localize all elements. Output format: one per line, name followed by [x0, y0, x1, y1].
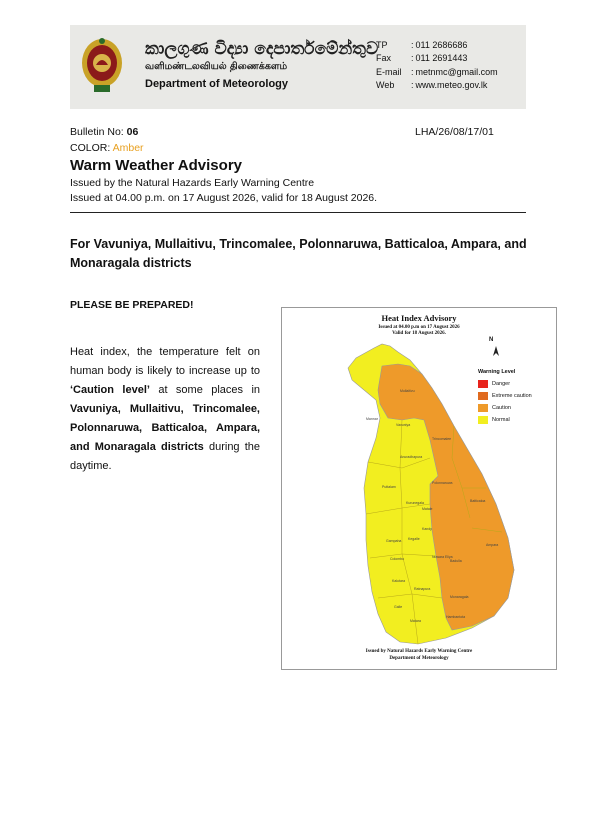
- svg-text:Anuradhapura: Anuradhapura: [400, 455, 423, 459]
- bulletin-reference: LHA/26/08/17/01: [415, 126, 494, 138]
- districts-heading: For Vavuniya, Mullaitivu, Trincomalee, Polonnaruwa, Batticaloa, Ampara, and Monaragala districts: [70, 237, 527, 270]
- svg-text:Colombo: Colombo: [390, 557, 405, 561]
- contact-row-tp: TP : 011 2686686: [376, 40, 468, 50]
- map-issued: Issued at 04.00 p.m on 17 August 2026: [378, 325, 460, 330]
- legend-item-danger: Danger: [478, 380, 532, 388]
- legend-swatch: [478, 392, 488, 400]
- svg-text:Kegalle: Kegalle: [408, 537, 420, 541]
- divider: [70, 212, 526, 213]
- map-valid: Valid for 18 August 2026.: [392, 331, 446, 336]
- heat-index-map: [281, 307, 557, 670]
- legend-swatch: [478, 380, 488, 388]
- svg-text:Matara: Matara: [410, 619, 421, 623]
- svg-text:Kurunegala: Kurunegala: [406, 501, 424, 505]
- map-footer-department: Department of Meteorology: [389, 656, 449, 661]
- svg-text:Gampaha: Gampaha: [386, 539, 402, 543]
- svg-text:Puttalam: Puttalam: [382, 485, 396, 489]
- sri-lanka-map: [282, 308, 556, 669]
- legend-item-caution: Caution: [478, 404, 532, 412]
- svg-text:Badulla: Badulla: [450, 559, 462, 563]
- department-name-english: Department of Meteorology: [145, 78, 289, 90]
- map-legend: [478, 369, 532, 428]
- svg-text:Monaragala: Monaragala: [450, 595, 469, 599]
- bulletin-number: Bulletin No: 06: [70, 126, 139, 138]
- advisory-title: Warm Weather Advisory: [70, 157, 242, 174]
- svg-text:Polonnaruwa: Polonnaruwa: [432, 481, 453, 485]
- letterhead: [70, 25, 526, 109]
- svg-text:Nuwara Eliya: Nuwara Eliya: [432, 555, 453, 559]
- contact-row-web: Web : www.meteo.gov.lk: [376, 79, 488, 90]
- issuer-line: Issued by the Natural Hazards Early Warning Centre: [70, 177, 315, 189]
- issued-line: Issued at 04.00 p.m. on 17 August 2026, valid for 18 August 2026.: [70, 192, 378, 204]
- advisory-body: Heat index, the temperature felt on human body is likely to increase up to ‘Caution level’ at some places in Vavuniya, Mullaitivu, Trincomalee, Polonnaruwa, Batticaloa, Ampara, and Monaragala districts during the daytime.: [70, 346, 261, 472]
- map-footer-issuer: Issued by Natural Hazards Early Warning Centre: [365, 649, 473, 654]
- svg-text:Kalutara: Kalutara: [392, 579, 406, 583]
- svg-text:Mullaitivu: Mullaitivu: [400, 389, 415, 393]
- svg-text:Hambantota: Hambantota: [446, 615, 466, 619]
- legend-item-extreme-caution: Extreme caution: [478, 392, 532, 400]
- contact-block: [376, 39, 498, 92]
- contact-row-fax: Fax : 011 2691443: [376, 53, 468, 64]
- legend-swatch: [478, 416, 488, 424]
- contact-row-email: E-mail : metnmc@gmail.com: [376, 66, 498, 77]
- bulletin-color: COLOR: Amber: [70, 142, 144, 154]
- svg-text:Kandy: Kandy: [422, 527, 432, 531]
- svg-text:Trincomalee: Trincomalee: [432, 437, 452, 441]
- legend-title: Warning Level: [478, 369, 516, 375]
- svg-text:Matale: Matale: [422, 507, 433, 511]
- legend-item-normal: Normal: [478, 416, 532, 424]
- color-value: Amber: [112, 142, 144, 154]
- svg-text:Batticaloa: Batticaloa: [470, 499, 486, 503]
- be-prepared-text: PLEASE BE PREPARED!: [70, 299, 194, 311]
- map-title: Heat Index Advisory: [381, 313, 457, 323]
- legend-swatch: [478, 404, 488, 412]
- department-name-tamil: வளிமண்டலவியல் திணைக்களம்: [145, 61, 288, 72]
- svg-text:Vavuniya: Vavuniya: [396, 423, 411, 427]
- svg-text:Mannar: Mannar: [366, 417, 378, 421]
- department-name-sinhala: කාලගුණ විද්‍යා දෙපාර්තමේන්තුව: [145, 39, 379, 59]
- sri-lanka-emblem-icon: [80, 35, 124, 95]
- svg-text:Galle: Galle: [394, 605, 403, 609]
- svg-text:Ampara: Ampara: [486, 543, 499, 547]
- svg-text:Ratnapura: Ratnapura: [414, 587, 431, 591]
- north-label: N: [489, 337, 494, 343]
- north-arrow-icon: [493, 346, 499, 356]
